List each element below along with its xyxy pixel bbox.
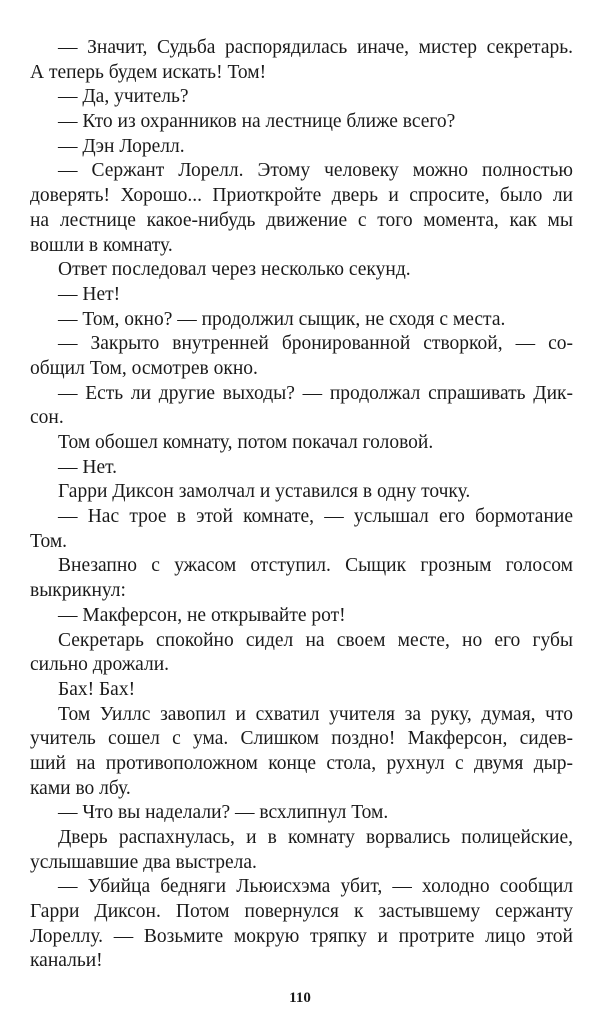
text-line: — Дэн Лорелл. (58, 135, 185, 157)
text-line: общил Том, осмотрев окно. (30, 357, 258, 379)
text-line: на лестнице какое-нибудь движение с того момента, как мы (30, 209, 573, 231)
text-line: — Что вы наделали? — всхлипнул Том. (58, 802, 389, 824)
paragraph (30, 875, 573, 974)
paragraph (30, 431, 573, 456)
paragraph (30, 308, 573, 333)
paragraph (30, 480, 573, 505)
paragraph (30, 801, 573, 826)
paragraph (30, 604, 573, 629)
text-line: ший на противоположном конце стола, рухнул с двумя дыр- (30, 752, 573, 774)
text-line: — Сержант Лорелл. Этому человеку можно полностью (58, 160, 573, 182)
text-line: — Убийца бедняги Льюисхэма убит, — холодно сообщил (58, 876, 573, 898)
paragraph (30, 332, 573, 381)
text-line: Лореллу. — Возьмите мокрую тряпку и протрите лицо этой (30, 925, 573, 947)
text-line: доверять! Хорошо... Приоткройте дверь и спросите, было ли (30, 185, 573, 207)
text-line: канальи! (30, 950, 103, 972)
text-line: Том Уиллс завопил и схватил учителя за руку, думая, что (58, 703, 573, 725)
text-line: Внезапно с ужасом отступил. Сыщик грозным голосом (58, 555, 573, 577)
text-line: — Есть ли другие выходы? — продолжал спрашивать Дик- (58, 382, 573, 404)
text-line: Ответ последовал через несколько секунд. (58, 259, 411, 281)
page-number: 110 (289, 990, 311, 1006)
paragraph (30, 110, 573, 135)
text-line: сон. (30, 407, 64, 429)
paragraph (30, 283, 573, 308)
text-line: Том. (30, 530, 68, 552)
paragraph (30, 826, 573, 875)
text-line: — Нас трое в этой комнате, — услышал его бормотание (58, 506, 573, 528)
text-line: учитель сошел с ума. Слишком поздно! Макферсон, сидев- (30, 728, 573, 750)
paragraph (30, 85, 573, 110)
text-line: ками во лбу. (30, 777, 131, 799)
page-body-text (30, 36, 573, 974)
paragraph (30, 159, 573, 258)
text-line: вошли в комнату. (30, 234, 173, 256)
text-line: Секретарь спокойно сидел на своем месте, но его губы (58, 629, 573, 651)
paragraph (30, 678, 573, 703)
text-line: Гарри Диксон. Потом повернулся к застывшему сержанту (30, 901, 573, 923)
text-line: — Макферсон, не открывайте рот! (58, 604, 346, 626)
paragraph (30, 456, 573, 481)
paragraph (30, 135, 573, 160)
paragraph (30, 554, 573, 603)
text-line: — Нет! (58, 283, 121, 305)
paragraph (30, 629, 573, 678)
text-line: Том обошел комнату, потом покачал головой. (58, 432, 434, 453)
paragraph (30, 505, 573, 554)
text-line: — Да, учитель? (58, 86, 189, 108)
paragraph (30, 382, 573, 431)
text-line: — Кто из охранников на лестнице ближе всего? (58, 111, 456, 133)
paragraph (30, 36, 573, 85)
text-line: — Значит, Судьба распорядилась иначе, мистер секретарь. (58, 37, 573, 58)
text-line: Гарри Диксон замолчал и уставился в одну точку. (58, 481, 471, 503)
text-line: выкрикнул: (30, 580, 126, 602)
text-line: — Нет. (58, 456, 118, 478)
text-line: А теперь будем искать! Том! (30, 61, 267, 83)
text-line: Дверь распахнулась, и в комнату ворвались полицейские, (58, 827, 573, 848)
text-line: Бах! Бах! (58, 678, 136, 700)
paragraph (30, 703, 573, 802)
text-line: — Том, окно? — продолжил сыщик, не сходя с места. (58, 308, 506, 330)
paragraph (30, 258, 573, 283)
text-line: — Закрыто внутренней бронированной створкой, — со- (58, 333, 573, 355)
text-line: услышавшие два выстрела. (30, 851, 257, 873)
text-line: сильно дрожали. (30, 654, 170, 676)
